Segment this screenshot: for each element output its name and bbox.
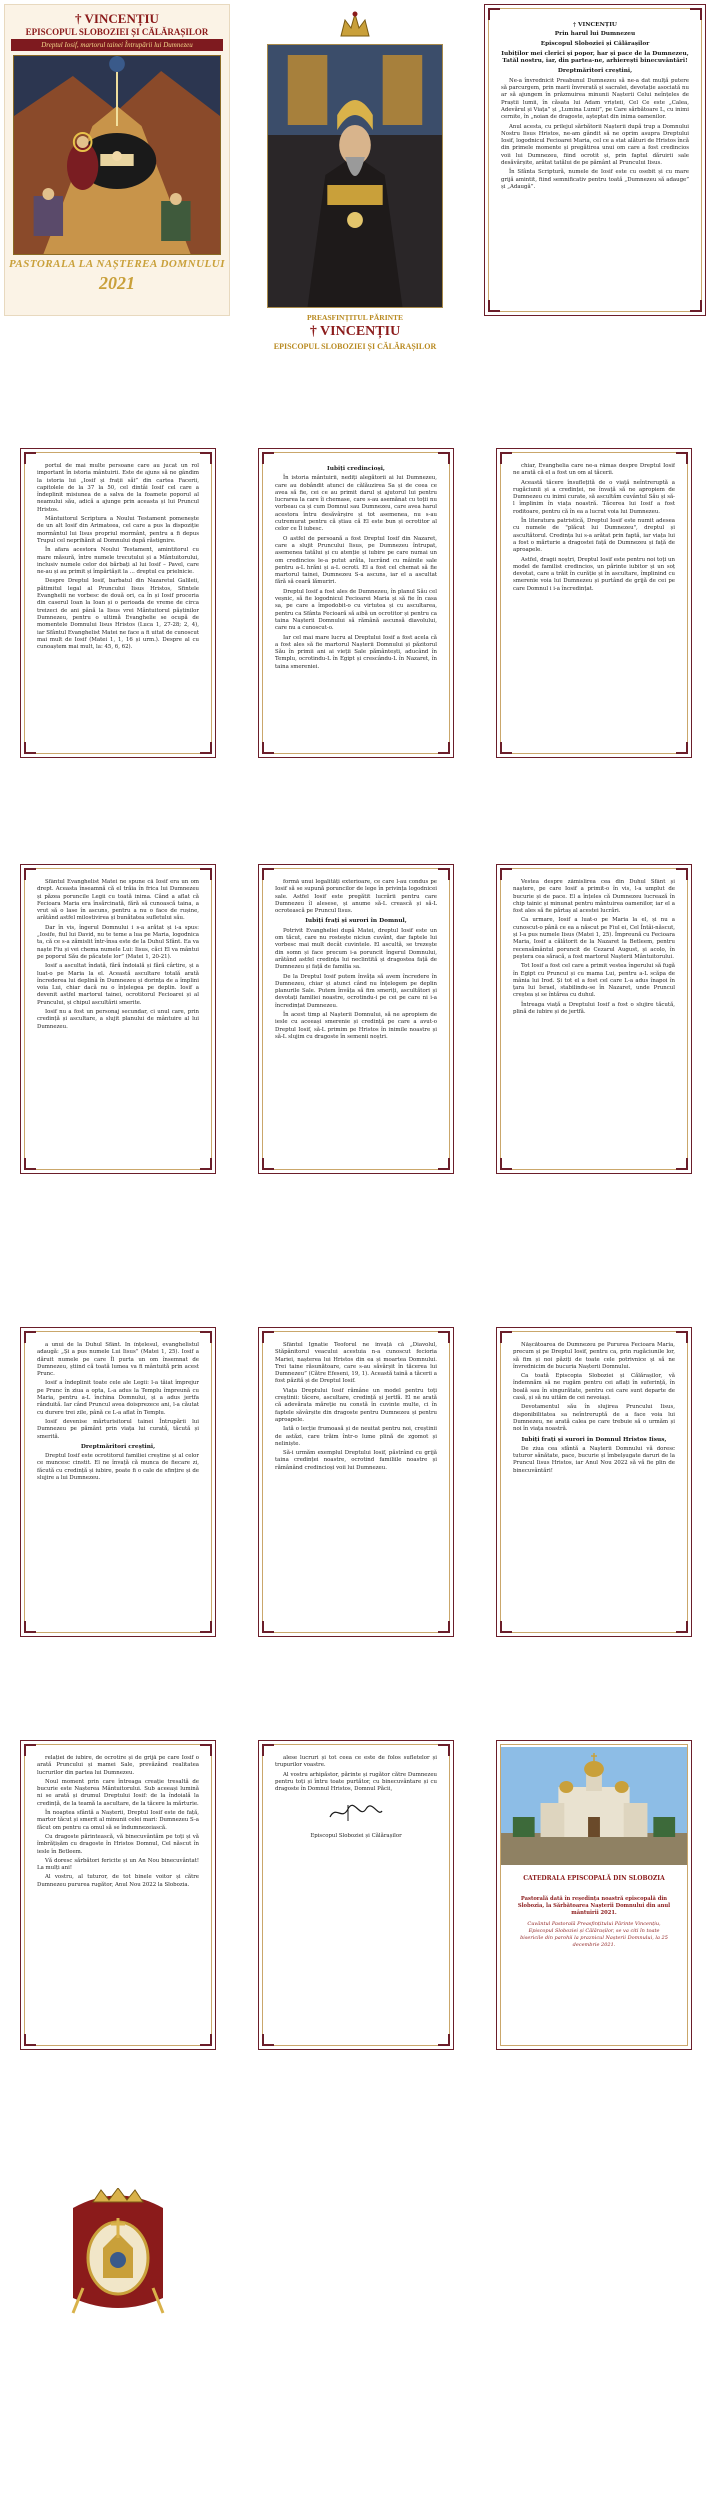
section-heading: Iubiți frați și surori în Domnul Hristos Iisus, (521, 1436, 667, 1443)
paragraph: Viața Dreptului Iosif rămâne un model pentru toți creștinii: tăcere, ascultare, credință și jertfă. El ne arată că adevărata măreție nu constă în cuvinte multe, ci în faptele săvârșite din dragoste pentru Dumnezeu și pentru aproapele. (275, 1387, 437, 1423)
paragraph: În Sfânta Scriptură, numele de Iosif este cu osebit și cu mare grijă amintit, fiind semnificativ pentru toată „Dumnezeu să adauge” și „Adaugă”. (501, 169, 689, 190)
paragraph: Ca urmare, Iosif a luat-o pe Maria la el, și nu a cunoscut-o până ce ea a născut pe Fiul ei, Cel Întâi-născut, și I-a pus numele Iisus (Matei 1, 25). Împreună cu Fecioara Maria, Iosif a călătorit de la Nazaret la Betleem, pentru recensământul poruncit de Cezarul August, și acolo, în peștera cea săracă, a fost martorul Nașterii Mântuitorului. (513, 917, 675, 960)
letter-page-14 (258, 1740, 454, 2050)
paragraph: Tot Iosif a fost cel care a primit vestea îngerului să fugă în Egipt cu Pruncul și cu mama Lui, pentru a-L scăpa de mânia lui Irod. Și tot el a fost cel care L-a adus înapoi în țara lui Israel, stabilindu-se în Nazaret, unde Pruncul creștea și se întărea cu duhul. (513, 963, 675, 999)
paragraph: Vestea despre zămislirea cea din Duhul Sfânt și naștere, pe care Iosif a primit-o în vis, l-a umplut de bucurie și de pace. El a înțeles că Dumnezeu lucrează în chip tainic și minunat pentru mântuirea oamenilor, iar el a fost ales să fie părtaș al acestei lucrări. (513, 879, 675, 915)
cover-subtitle: PASTORALA LA NAȘTEREA DOMNULUI (8, 258, 225, 270)
cathedral-photo (501, 1747, 687, 1865)
paragraph: De ziua cea sfântă a Nașterii Domnului vă doresc tuturor sănătate, pace, bucurie și îmbelșugate daruri de la Pruncul Iisus Hristos, iar Anul Nou 2022 să vă fie plin de binecuvântări! (513, 1445, 675, 1474)
cover-page (4, 4, 230, 316)
reading-note: Cuvântul Pastorală Preasfințitului Părinte Vincențiu, Episcopul Sloboziei și Călărașilor, se va citi în toate bisericile din parohii la praznicul Nașterii Domnului, la 25 decembrie 2021. (520, 1921, 668, 1948)
bishop-honorific: PREASFINȚITUL PĂRINTE (306, 313, 404, 322)
page-5-text (275, 463, 437, 743)
section-heading: Iubiți frați și surori în Domnul, (305, 918, 407, 925)
section-heading: Dreptmăritori creștini, (557, 68, 633, 75)
paragraph: relației de iubire, de ocrotire și de grijă pe care Iosif o arată Pruncului și mamei Sale, prevăzând realitatea lucrurilor din partea lui Dumnezeu. (37, 1755, 199, 1776)
cathedral-caption: CATEDRALA EPISCOPALĂ DIN SLOBOZIA (523, 1875, 665, 1882)
paragraph: formă unui legalități exterioare, ce care l-au condus pe Iosif să se supună poruncilor de lege în privința logodnicei sale. Astfel Iosif este pregătit lucrării pentru care Dumnezeu îl alesese, și anume să-L crească și să-L ocrotească pe Pruncul Iisus. (275, 879, 437, 915)
paragraph: portul de mai multe persoane care au jucat un rol important în istoria mântuirii. Este de ajuns să ne gândim la istoria lui „Iosif și frații săi” din cartea Facerii, capitolele de la 37 la 50, cel dintâi Iosif cel care a îndeplinit misiunea de a salva de la foamete poporul al neamului său, adică a ajunge prin aceasta și lui Pruncul Hristos. (37, 463, 199, 513)
page-4-text (37, 463, 199, 743)
letter-header-grace: Prin harul lui Dumnezeu (554, 31, 636, 38)
paragraph: Iar cel mai mare lucru al Dreptului Iosif a fost acela că a fost ales să fie martorul Nașterii Domnului și păzitorul Său în primii ani ai vieții Sale pământești, aducând în Templu, ocrotindu-L în Egipt și crescându-L în Nazaret, în taina smereniei. (275, 634, 437, 670)
paragraph: Vă doresc sărbători fericite și un An Nou binecuvântat! La mulți ani! (37, 1857, 199, 1872)
paragraph: În istoria mântuirii, nediți alegătorii ai lui Dumnezeu, care au dobândit atunci de călăuzirea Sa și de ceea ce avea să fie, cei ce au primit darul și ajutorul lui pentru lucrarea la care îi chemase, care s-au asemănat cu toții nu vorbeau ca și cum Domnul sau Dumnezeu, care avea harul acestora întru desăvârșire și tot asemenea, nu s-au cutremurat pentru că știau că El este bun și ocrotitor al celor ce Îl iubesc. (275, 475, 437, 533)
paragraph: În afara acestora Noului Testament, amintitorul cu mare măsură, între numele trecutului și a Mântuitorului, inclusiv numele celor doi bărbați al lui Iosif – Pavel, care ne-au și au primit și împărtășit la ... dreptul cu prielnicie. (37, 547, 199, 576)
paragraph: Această tăcere însuflețită de o viață neîntreruptă a rugăciunii și a credinței, ne învață să ne apropiem de Dumnezeu cu inimi curate, să ascultăm cuvântul Său și să-l împlinim în viața noastră. Tăcerea lui Iosif a fost roditoare, pentru că în ea a lucrat voia lui Dumnezeu. (513, 479, 675, 515)
paragraph: O astfel de persoană a fost Dreptul Iosif din Nazaret, care a slujit Pruncului Iisus, pe Dumnezeu întrupat, asemenea tatălui și cu atenție și iubire pe care numai un om credincios le-a putut arăta, lucrând cu mâinile sale pentru a-L hrăni și a-L ocroti. El a fost cel chemat să fie martorul tainei, Dumnezeu S-a ascuns, iar el a ascultat fără să ceară lămuriri. (275, 535, 437, 586)
letter-page-4 (20, 448, 216, 758)
handwritten-signature-icon (326, 1803, 386, 1823)
paragraph: Devotamentul său în slujirea Pruncului Iisus, disponibilitatea sa neîntreruptă de a face voia lui Dumnezeu, ne arată calea pe care trebuie să o urmăm și noi în viața noastră. (513, 1404, 675, 1433)
letter-page-5 (258, 448, 454, 758)
cover-banner: Dreptul Iosif, martorul tainei Întrupării lui Dumnezeu (11, 39, 223, 51)
bishop-signature (275, 1803, 437, 1826)
back-cover-crest (20, 2148, 216, 2448)
paragraph: Dreptul Iosif a fost ales de Dumnezeu, în planul Său cel veșnic, să fie logodnicul Fecioarei Maria și să fie în casa sa, pe care a împodobit-o cu virtutea și cu ascultarea, pentru ca Sfânta Fecioară să aibă un ocrotitor și pentru ca taina Nașterii Domnului să rămână ascunsă diavolului, care nu a cunoscut-o. (275, 588, 437, 632)
paragraph: Să-i urmăm exemplul Dreptului Iosif, păstrând cu grijă taina credinței noastre, ocrotind familiile noastre și rămânând credincioși voii lui Dumnezeu. (275, 1450, 437, 1471)
episcopal-coat-of-arms-icon (63, 2188, 173, 2318)
paragraph: Iosif a ascultat îndată, fără îndoială și fără cârtire, și a luat-o pe Maria la el. Această ascultare totală arată încrederea lui deplină în Dumnezeu și dorința de a împlini voia Lui, chiar dacă nu o înțelegea pe deplin. Iosif a devenit astfel martorul tainei, ocrotitorul Fecioarei și al Pruncului, și chipul ascultării smerite. (37, 963, 199, 1006)
paragraph: Iată o lecție frumoasă și de neuitat pentru noi, creștinii de astăzi, care trăim într-o lume plină de zgomot și neliniște. (275, 1426, 437, 1447)
nativity-icon (14, 56, 220, 254)
letter-header-name: † VINCENȚIU (573, 22, 617, 28)
page-6-text (513, 463, 675, 743)
letter-page-3 (484, 4, 706, 316)
paragraph: a unui de la Duhul Sfânt. În înțelesul, evanghelistul adaugă: „Și a pus numele Lui Iisus” (Matei 1, 25). Iosif a dăruit numele pe care Îl purta un om însemnat de Dumnezeu, știind că toată lumea va fi mântuită prin acest Prunc. (37, 1342, 199, 1378)
paragraph: În literatura patristică, Dreptul Iosif este numit adesea cu numele de "plăcut lui Dumnezeu", dreptul și ascultătorul. Credința lui s-a arătat prin faptă, iar viața lui a fost o mărturie a dragostei față de Dumnezeu și față de aproapele. (513, 518, 675, 554)
cover-title-name: † VINCENȚIU (75, 11, 159, 26)
paragraph: Ne-a învrednicit Preabunul Dumnezeu să ne-a dat mulță putere să parcurgem, prin marii învrerată și sacralei, devotație asociată nu ar să ajungem în prăzmuirea minunii Nașterii Celui neînțeles de Praștii lumii, în căsata lui Adam vrișteii, Cel Ce este „Calea, Adevărul și Viața” și „Lumina Lumii”, pe Care sărbătoare L, cu inimi cernite, în „noian de dragoste, așteptat din inima oamenilor. (501, 77, 689, 121)
paragraph: În noaptea sfântă a Nașterii, Dreptul Iosif este de față, martor tăcut și smerit al minunii celei mari: Dumnezeu S-a făcut om pentru ca omul să se îndumnezeiască. (37, 1810, 199, 1831)
paragraph: Astfel, dragii noștri, Dreptul Iosif este pentru noi toți un model de familist credincios, un părinte iubitor și un soț devotat, care a trăit în curăție și în ascultare, împlinind cu smerenie voia lui Dumnezeu și purtând de grijă de cei pe care Domnul i i-a încredințat. (513, 556, 675, 592)
page-11-text (275, 1342, 437, 1622)
paragraph: În acest timp al Nașterii Domnului, să ne apropiem de iesle cu aceeași smerenie și credință pe care a avut-o Dreptul Iosif, să-L primim pe Hristos în inimile noastre și să-L slujim cu dragoste în semenii noștri. (275, 1012, 437, 1040)
cover-title-role: EPISCOPUL SLOBOZIEI ȘI CĂLĂRAȘILOR (25, 27, 209, 37)
paragraph: Potrivit Evangheliei după Matei, dreptul Iosif este un om tăcut, care nu rostește niciun cuvânt, dar faptele lui vorbesc mai mult decât cuvintele. El ascultă, se trezește din somn și face precum i-a poruncit îngerul Domnului, arătând astfel credința lui neclintită și dragostea față de Dumnezeu și față de familia sa. (275, 927, 437, 971)
bishop-signature-title: Episcopul Sloboziei și Călărașilor (310, 1832, 402, 1839)
letter-page-7 (20, 864, 216, 1174)
page-7-text (37, 879, 199, 1159)
paragraph: Iosif a îndeplinit toate cele ale Legii: l-a tăiat împrejur pe Prunc în ziua a opta, L-a adus la Templu împreună cu Maria, pentru a-L închina Domnului, și a adus jertfa rânduită. Iar când Pruncul avea doisprezece ani, l-a căutat cu durere trei zile, până ce L-a aflat în Templu. (37, 1380, 199, 1416)
letter-page-10 (20, 1327, 216, 1637)
paragraph: Dreptul Iosif este ocrotitorul familiei creștine și al celor ce muncesc cinstit. El ne învață că munca de fiecare zi, făcută cu credință și iubire, poate fi o cale de sfințire și de slujire a lui Dumnezeu. (37, 1453, 199, 1482)
section-heading: Dreptmăritori creștini, (80, 1443, 156, 1450)
paragraph: Întreaga viață a Dreptului Iosif a fost o slujire tăcută, plină de iubire și de jertfă. (513, 1001, 675, 1016)
paragraph: Anul acesta, cu prilejul sărbătorii Nașterii după trup a Domnului Nostru Iisus Hristos, ne-am gândit să ne oprim asupra Dreptului Iosif, logodnicul Fecioarei Maria, cel ce a stat alături de Hristos încă din primele momente și pregătirea unui om care a fost credincios voii lui Dumnezeu, fiind ocrotit și, prin faptul dăruirii sale desăvârșite, arătat tatălui de pe pământ al Pruncului Iisus. (501, 123, 689, 167)
bishop-name: † VINCENȚIU (309, 324, 401, 339)
paragraph: Noul moment prin care întreaga creație tresaltă de bucurie este Nașterea Mântuitorului. Sub aceeași lumină ni se arată și drumul Dreptului Iosif: de la îndoială la credință, de la teamă la ascultare, de la tăcere la mărturie. (37, 1778, 199, 1807)
section-heading: Iubiți credincioși, (327, 466, 385, 472)
letter-page-6 (496, 448, 692, 758)
page-9-text (513, 879, 675, 1159)
paragraph: Iosif nu a fost un personaj secundar, ci unul care, prin credință și ascultare, a slujit planului de mântuire al lui Dumnezeu. (37, 1009, 199, 1030)
paragraph: Sfântul Ignatie Teoforul ne învață că „Diavolul, Stăpânitorul veacului acestuia n-a cunoscut fecioria Mariei, nașterea lui Hristos din ea și moartea Domnului. Trei taine răsunătoare, care s-au săvârșit în tăcerea lui Dumnezeu” (Către Efeseni, 19, 1). Această taină a tăcerii a fost păzită și de Dreptul Iosif. (275, 1342, 437, 1385)
bishop-portrait-photo (267, 44, 443, 308)
letter-page-11 (258, 1327, 454, 1637)
letter-page-8 (258, 864, 454, 1174)
page-10-text (37, 1342, 199, 1622)
page-13-text (37, 1755, 199, 2035)
paragraph: Al vostru, al tuturor, de tot binele voitor și către Dumnezeu pururea rugător, Anul Nou 2022 la Slobozia. (37, 1874, 199, 1888)
letter-page-13 (20, 1740, 216, 2050)
crown-crest-icon (335, 10, 375, 40)
paragraph: alese lucruri și tot ceea ce este de folos sufletelor și trupurilor voastre. (275, 1755, 437, 1769)
back-page-cathedral (496, 1740, 692, 2050)
date-caption: Pastorală dată în reședința noastră episcopală din Slobozia, la Sărbătoarea Nașterii Domnului din anul mântuirii 2021. (517, 1896, 671, 1916)
letter-greeting: Iubiților mei clerici și popor, har și pace de la Dumnezeu, Tatăl nostru, iar, din partea-ne, arhierești binecuvântări! (501, 50, 689, 65)
paragraph: chiar, Evanghelia care ne-a rămas despre Dreptul Iosif ne arată că el a fost un om al tăcerii. (513, 463, 675, 477)
bishop-title: EPISCOPUL SLOBOZIEI ȘI CĂLĂRAȘILOR (273, 342, 437, 351)
bishop-portrait (268, 45, 442, 307)
paragraph: Nășcătoarea de Dumnezeu pe Pururea Fecioara Maria, precum și pe Dreptul Iosif, pentru ca, prin rugăciunile lor, să fim și noi păziți de toate cele potrivnice și să ne învrednicim de bucuria Nașterii Domnului. (513, 1342, 675, 1370)
page-12-text (513, 1342, 675, 1622)
paragraph: Cu dragoste părintească, vă binecuvântăm pe toți și vă îmbrățișăm cu dragoste în Hristos Domnul, Cel născut în iesle în Betleem. (37, 1833, 199, 1855)
paragraph: Dar în vis, îngerul Domnului i s-a arătat și i-a spus: „Iosife, fiul lui David, nu te teme a lua pe Maria, logodnica ta, că ce s-a zămislit într-însa este de la Duhul Sfânt. Ea va naște Fiu și vei chema numele Lui: Iisus, căci El va mântui pe poporul Său de păcatele lor” (Matei 1, 20-21). (37, 924, 199, 960)
nativity-icon-image (13, 55, 221, 255)
letter-page-12 (496, 1327, 692, 1637)
letter-header-title: Episcopul Sloboziei și Călărașilor (540, 40, 650, 47)
page-14-text (275, 1755, 437, 2035)
paragraph: Despre Dreptul Iosif, barbatul din Nazaretul Galileii, pătimitul legal al Pruncului Iisus Hristos, Sfintele Evanghelii ne vorbesc de două ori, ca în și Iosif proceria din caserul Ioan la Ioan și o perioada de vreme de circa treizeci de ani până la Iisus vrei Mântuitorul păștinilor Dumnezeu, pentru o ultimă Evanghelie se ocupă de momentele Domnului Iisus Hristos (Luca 1, 27-28; 2, 4), iar Sfântul Evanghelist Matei ne face a fi uitat de cunoscut mai mult de Iosif (Matei 1, 1, 16 și urm.). Despre al cu cunoaștem mai mult, la: 45, 6, 62). (37, 578, 199, 651)
cathedral-image (501, 1747, 687, 1865)
paragraph: Ca toată Episcopia Sloboziei și Călărașilor, vă îndemnăm să ne rugăm pentru cei aflați în suferință, în boală sau în singurătate, pentru cei care sunt departe de casă, și să nu uităm de cei nevoiași. (513, 1373, 675, 1402)
paragraph: De la Dreptul Iosif putem învăța să avem încredere în Dumnezeu, chiar și atunci când nu înțelegem pe deplin planurile Sale. Putem învăța să fim smeriți, ascultători și devotați familiei noastre, ocrotindu-i pe cei pe care ni i-a încredințat Dumnezeu. (275, 973, 437, 1009)
paragraph: Sfântul Evanghelist Matei ne spune că Iosif era un om drept. Aceasta înseamnă că el trăia în frica lui Dumnezeu și păzea poruncile Legii cu toată inima. Când a aflat că Fecioara Maria era însărcinată, fără să cunoască taina, a vrut să o lase în ascuns, pentru a nu o face de rușine, arătând astfel milostivirea și bunătatea sufletului său. (37, 879, 199, 922)
paragraph: Al vostru arhipăstor, părinte și rugător către Dumnezeu pentru toți și întru toate purtător, cu binecuvântare și cu dragoste în Domnul Hristos, Domnul Păcii, (275, 1771, 437, 1793)
bishop-page (242, 4, 468, 404)
paragraph: Iosif devenise mărturisitorul tainei Întrupării lui Dumnezeu pe pământ prin viața lui curată, tăcută și smerită. (37, 1418, 199, 1440)
paragraph: Mântuitorul Scriptura a Noului Testament pomenește de un alt Iosif din Arimateea, cel care a pus la dispoziție mormântul lui Iisus propriul mormânt, pentru a fi depus Trupul cel neprihănit al Domnului după răstignire. (37, 516, 199, 544)
page-3-text (501, 19, 689, 301)
letter-page-9 (496, 864, 692, 1174)
page-8-text (275, 879, 437, 1159)
cover-year: 2021 (99, 273, 135, 293)
